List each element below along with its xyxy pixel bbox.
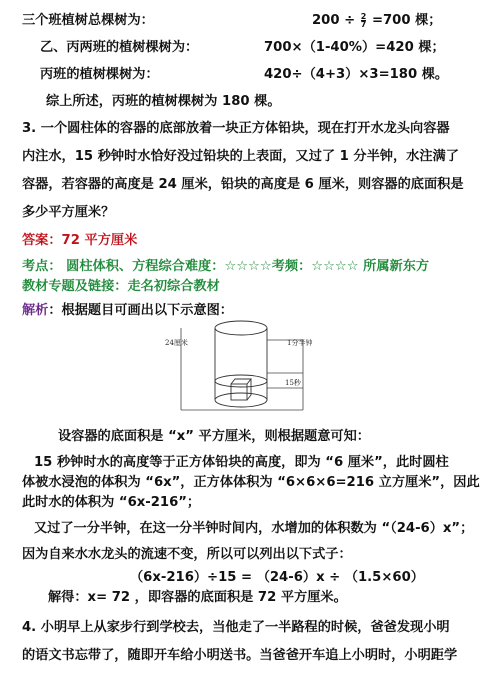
answer-line: 答案：72 平方厘米 — [22, 233, 138, 248]
cube-top-face — [231, 379, 251, 384]
equation-line: （6x-216）÷15 = （24-6）x ÷ （1.5×60） — [130, 570, 424, 585]
solution-line-3: 体被水浸泡的体积为 “6x”，正方体体积为 “6×6×6=216 立方厘米”，因此 — [22, 475, 480, 490]
yi-bing-formula: 700×（1-40%）=420 棵； — [264, 40, 445, 55]
yi-bing-label: 乙、丙两班的植树棵树为： — [40, 40, 199, 55]
label-one-minute: 1分半钟 — [287, 339, 313, 347]
solution-line-1: 设容器的底面积是 “x” 平方厘米，则根据题意可知： — [58, 429, 370, 444]
q3-line-2: 内注水，15 秒钟时水恰好没过铅块的上表面，又过了 1 分半钟，水注满了 — [22, 149, 459, 164]
summary-conclusion: 综上所述，丙班的植树棵树为 180 棵。 — [46, 94, 281, 109]
total-trees-label: 三个班植树总棵树为： — [22, 13, 154, 28]
q3-line-4: 多少平方厘米？ — [22, 205, 115, 220]
solution-line-6: 因为自来水水龙头的流速不变，所以可以列出以下式子： — [22, 547, 352, 562]
bing-label: 丙班的植树棵树为： — [40, 67, 159, 82]
analysis-text: ：根据题目可画出以下示意图： — [48, 303, 233, 318]
cylinder-diagram — [163, 318, 343, 420]
label-height-24cm: 24厘米 — [165, 339, 188, 347]
analysis-label: 解析 — [22, 303, 49, 318]
q3-line-1: 3. 一个圆柱体的容器的底部放着一块正方体铅块，现在打开水龙头向容器 — [22, 121, 450, 136]
q4-line-2: 的语文书忘带了，随即开车给小明送书。当爸爸开车追上小明时，小明距学 — [22, 648, 458, 663]
water-level-ellipse — [215, 375, 267, 387]
knowledge-point-line-2: 教材专题及链接：走名初综合教材 — [22, 279, 220, 294]
q4-line-1: 4. 小明早上从家步行到学校去，当他走了一半路程的时候，爸爸发现小明 — [22, 620, 450, 635]
cylinder-top-ellipse — [215, 321, 267, 335]
solution-line-4: 此时水的体积为 “6x-216”； — [22, 495, 201, 510]
label-15-seconds: 15秒 — [285, 379, 301, 387]
fraction-two-sevenths: $\frac{2}{7}$ — [360, 11, 367, 29]
knowledge-point-line-1: 考点： 圆柱体积、方程综合难度：☆☆☆☆考频：☆☆☆☆ 所属新东方 — [22, 259, 430, 274]
q3-line-3: 容器，若容器的高度是 24 厘米，铅块的高度是 6 厘米，则容器的底面积是 — [22, 177, 464, 192]
solution-line-2: 15 秒钟时水的高度等于正方体铅块的高度，即为 “6 厘米”，此时圆柱 — [34, 455, 449, 470]
solution-line-5: 又过了一分半钟，在这一分半钟时间内，水增加的体积数为 “（24-6）x”； — [34, 521, 474, 536]
solve-result-line: 解得：x= 72 ，即容器的底面积是 72 平方厘米。 — [48, 590, 347, 605]
total-trees-formula: 200 ÷ $\frac{2}{7}$ =700 棵； — [312, 11, 442, 29]
bing-formula: 420÷（4+3）×3=180 棵。 — [264, 67, 449, 82]
